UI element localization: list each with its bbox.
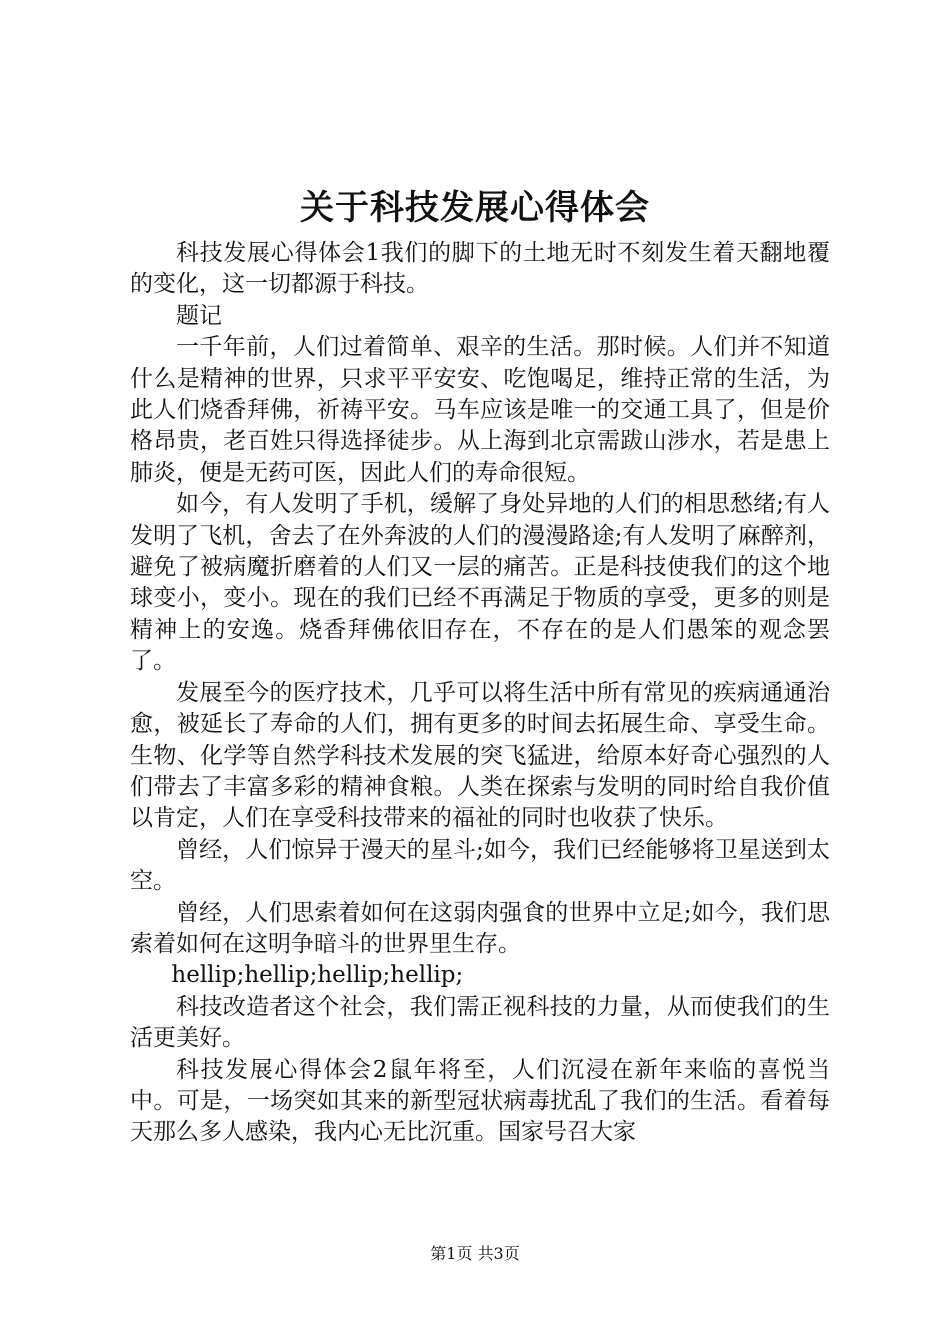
paragraph-intro: 科技发展心得体会1我们的脚下的土地无时不刻发生着天翻地覆的变化，这一切都源于科技。: [130, 240, 830, 298]
document-title: 关于科技发展心得体会: [300, 188, 650, 228]
paragraph-conclusion: 科技改造者这个社会，我们需正视科技的力量，从而使我们的生活更美好。: [130, 993, 830, 1052]
paragraph-present: 如今，有人发明了手机，缓解了身处异地的人们的相思愁绪;有人发明了飞机，舍去了在外奔波的人们的漫漫路途;有人发明了麻醉剂，避免了被病魔折磨着的人们又一层的痛苦。正是科技使我们的这个地球变小，变小。现在的我们已经不再满足于物质的享受，更多的则是精神上的安逸。烧香拜佛依旧存在，不存在的是人们愚笨的观念罢了。: [130, 491, 830, 675]
page-footer: 第1页 共3页: [430, 1244, 520, 1263]
paragraph-essay-two: 科技发展心得体会2鼠年将至，人们沉浸在新年来临的喜悦当中。可是，一场突如其来的新型冠状病毒扰乱了我们的生活。看着每天那么多人感染，我内心无比沉重。国家号召大家: [130, 1056, 830, 1146]
paragraph-past: 一千年前，人们过着简单、艰辛的生活。那时候。人们并不知道什么是精神的世界，只求平平安安、吃饱喝足，维持正常的生活，为此人们烧香拜佛，祈祷平安。马车应该是唯一的交通工具了，但是价格昂贵，老百姓只得选择徒步。从上海到北京需跋山涉水，若是患上肺炎，便是无药可医，因此人们的寿命很短。: [130, 334, 830, 486]
paragraph-stars: 曾经，人们惊异于漫天的星斗;如今，我们已经能够将卫星送到太空。: [130, 836, 830, 895]
paragraph-survival: 曾经，人们思索着如何在这弱肉强食的世界中立足;如今，我们思索着如何在这明争暗斗的世界里生存。: [130, 899, 830, 957]
paragraph-medicine: 发展至今的医疗技术，几乎可以将生活中所有常见的疾病通通治愈，被延长了寿命的人们，拥有更多的时间去拓展生命、享受生命。生物、化学等自然学科技术发展的突飞猛进，给原本好奇心强烈的人们带去了丰富多彩的精神食粮。人类在探索与发明的同时给自我价值以肯定，人们在享受科技带来的福祉的同时也收获了快乐。: [130, 679, 830, 832]
document-body: [130, 238, 830, 1149]
paragraph-epigraph-label: 题记: [176, 302, 222, 329]
paragraph-ellipsis: hellip;hellip;hellip;hellip;: [171, 962, 464, 989]
